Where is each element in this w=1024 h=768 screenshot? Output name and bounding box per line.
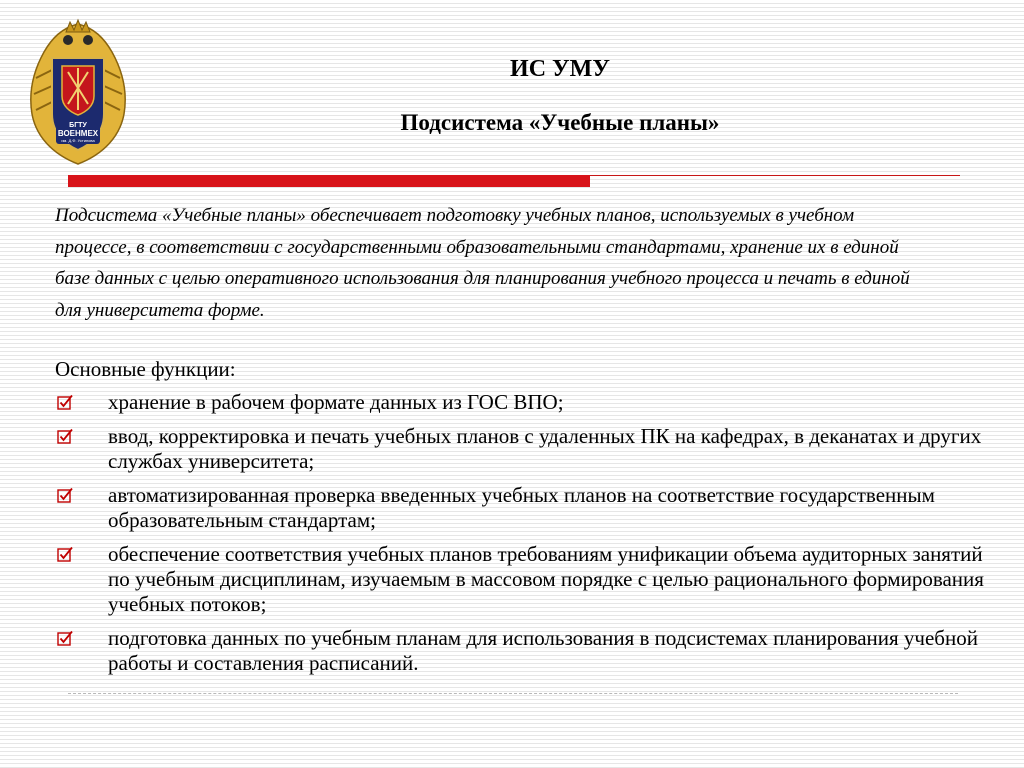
list-item-text: подготовка данных по учебным планам для использования в подсистемах планирования учебной работы и составления расписаний.	[108, 626, 978, 675]
list-item-text: обеспечение соответствия учебных планов требованиям унификации объема аудиторных занятий по учебным дисциплинам, изучаемым в массовом порядке с целью рационального формирования учебных потоков;	[108, 542, 984, 616]
thin-divider-line	[590, 175, 960, 176]
checkbox-checked-icon	[57, 487, 73, 503]
list-item	[55, 483, 985, 533]
red-divider-bar	[68, 175, 590, 187]
list-item	[55, 542, 985, 617]
list-item-text: ввод, корректировка и печать учебных планов с удаленных ПК на кафедрах, в деканатах и других службах университета;	[108, 424, 982, 473]
list-item-text: хранение в рабочем формате данных из ГОС ВПО;	[108, 390, 564, 414]
list-item	[55, 626, 985, 676]
slide-title: ИС УМУ	[510, 56, 610, 82]
checkbox-checked-icon	[57, 394, 73, 410]
functions-heading: Основные функции:	[55, 357, 236, 381]
emblem-text-line1: БГТУ	[69, 122, 87, 129]
emblem-text-line3: им. Д.Ф. Устинова	[61, 138, 95, 143]
bottom-divider-line	[68, 693, 958, 694]
slide-subtitle: Подсистема «Учебные планы»	[400, 110, 720, 135]
university-coat-of-arms-icon	[22, 18, 134, 168]
checkbox-checked-icon	[57, 428, 73, 444]
list-item-text: автоматизированная проверка введенных учебных планов на соответствие государственным образовательным стандартам;	[108, 483, 935, 532]
list-item	[55, 390, 985, 415]
list-item	[55, 424, 985, 474]
intro-paragraph: Подсистема «Учебные планы» обеспечивает подготовку учебных планов, используемых в учебном процессе, в соответствии с государственными образовательными стандартами, хранение их в единой базе данных с целью оперативного использования для планирования учебного процесса и печать в единой для университета форме.	[55, 205, 910, 321]
functions-list	[55, 390, 985, 685]
checkbox-checked-icon	[57, 630, 73, 646]
checkbox-checked-icon	[57, 546, 73, 562]
emblem-text-line2: ВОЕНМЕХ	[57, 129, 99, 138]
